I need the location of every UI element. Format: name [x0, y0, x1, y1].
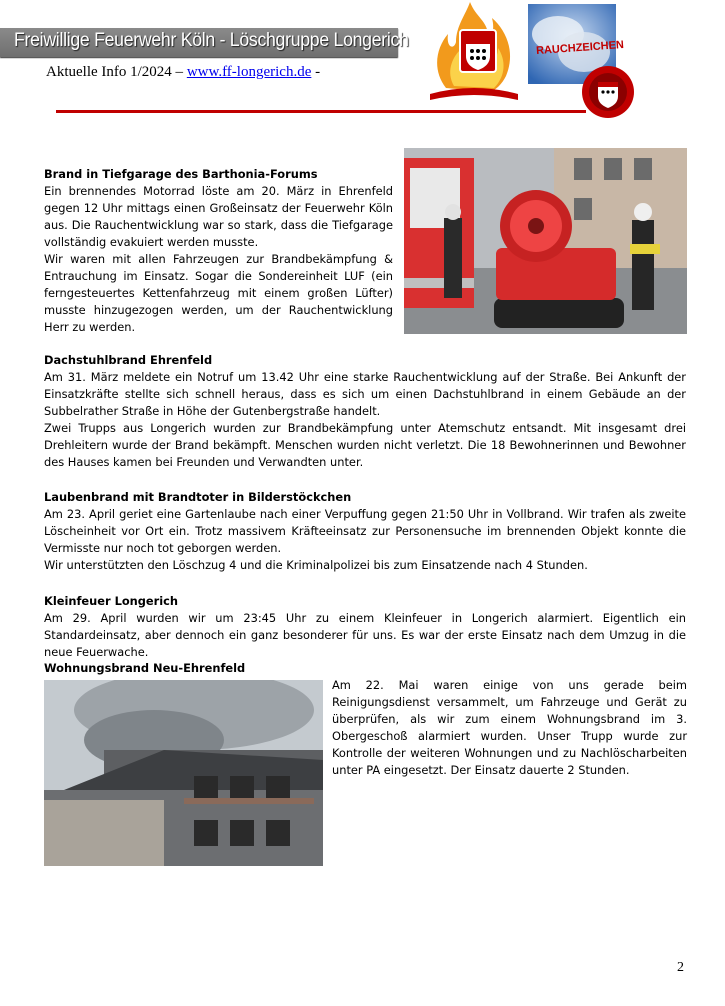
fire-brigade-logo [426, 0, 522, 104]
info-suffix: - [311, 64, 321, 80]
banner-title: Freiwillige Feuerwehr Köln - Löschgruppe Longerich [14, 30, 409, 51]
photo-luf-vehicle [404, 148, 687, 334]
article-paragraph: Am 29. April wurden wir um 23:45 Uhr zu einem Kleinfeuer in Longerich alarmiert. Eigentlich ein Standardeinsatz, aber dennoch ein ganz besonderer für uns. Es war der erste Einsatz nach dem Umzug in die neue Feuerwache. [44, 611, 686, 659]
website-link[interactable]: www.ff-longerich.de [186, 64, 312, 80]
article-title: Dachstuhlbrand Ehrenfeld [44, 353, 213, 367]
article-paragraph: Am 23. April geriet eine Gartenlaube nach einer Verpuffung gegen 21:50 Uhr in Vollbrand. Wir trafen als zweite Löscheinheit vor Ort ein. Trotz massivem Kräfteeinsatz zur Personensuche im brennenden Objekt konnte die Vermisste nur noch tot geborgen werden. [44, 507, 686, 555]
rauchzeichen-text: RAUCHZEICHEN [535, 38, 625, 58]
rauchzeichen-logo [528, 4, 640, 124]
article-paragraph: Am 22. Mai waren einige von uns gerade beim Reinigungsdienst versammelt, um Fahrzeuge und Gerät zu überprüfen, als wir zum einem Wohnungsbrand im 3. Obergeschoß alarmiert wurden. Unser Trupp wurde zur Kontrolle der weiteren Wohnungen und zu Nachlöscharbeiten unter PA eingesetzt. Der Einsatz dauerte 2 Stunden. [332, 678, 687, 777]
article-wohnungsbrand-title [44, 660, 444, 677]
article-tiefgarage [44, 166, 393, 336]
info-line [46, 64, 320, 81]
article-wohnungsbrand [332, 677, 687, 779]
article-title: Brand in Tiefgarage des Barthonia-Forums [44, 167, 318, 181]
article-title: Laubenbrand mit Brandtoter in Bilderstöckchen [44, 490, 352, 504]
info-prefix: Aktuelle Info 1/2024 – [46, 64, 187, 80]
article-title: Wohnungsbrand Neu-Ehrenfeld [44, 661, 246, 675]
rauchzeichen-graphic [528, 4, 640, 124]
article-paragraph: Zwei Trupps aus Longerich wurden zur Brandbekämpfung unter Atemschutz entsandt. Mit insgesamt drei Drehleitern wurde der Brand bekämpft. Menschen wurden nicht verletzt. Die 18 Bewohnerinnen und Bewohner des Hauses kamen bei Freunden und Verwandten unter. [44, 421, 686, 469]
article-title: Kleinfeuer Longerich [44, 594, 179, 608]
article-kleinfeuer [44, 593, 686, 661]
photo-apartment-fire [44, 680, 323, 866]
article-laubenbrand [44, 489, 686, 574]
article-paragraph: Wir waren mit allen Fahrzeugen zur Brandbekämpfung & Entrauchung im Einsatz. Sogar die Sondereinheit LUF (ein ferngesteuertes Kettenfahrzeug mit einem großen Lüfter) musste hinzugezogen werden, um der Rauchentwicklung Herr zu werden. [44, 252, 393, 334]
article-paragraph: Wir unterstützten den Löschzug 4 und die Kriminalpolizei bis zum Einsatzende nach 4 Stunden. [44, 558, 588, 572]
header-banner [0, 28, 409, 57]
article-paragraph: Am 31. März meldete ein Notruf um 13.42 Uhr eine starke Rauchentwicklung auf der Straße. Bei Ankunft der Einsatzkräfte stellte sich schnell heraus, dass es sich um einen Dachstuhlbrand in einem Gebäude an der Subbelrather Straße in Höhe der Gutenbergstraße handelt. [44, 370, 686, 418]
article-paragraph: Ein brennendes Motorrad löste am 20. März in Ehrenfeld gegen 12 Uhr mittags einen Großeinsatz der Feuerwehr Köln aus. Die Rauchentwicklung war so stark, dass die Tiefgarage vollständig evakuiert werden musste. [44, 184, 393, 249]
header-divider [56, 110, 586, 113]
page-number: 2 [677, 960, 684, 975]
article-dachstuhlbrand [44, 352, 686, 471]
